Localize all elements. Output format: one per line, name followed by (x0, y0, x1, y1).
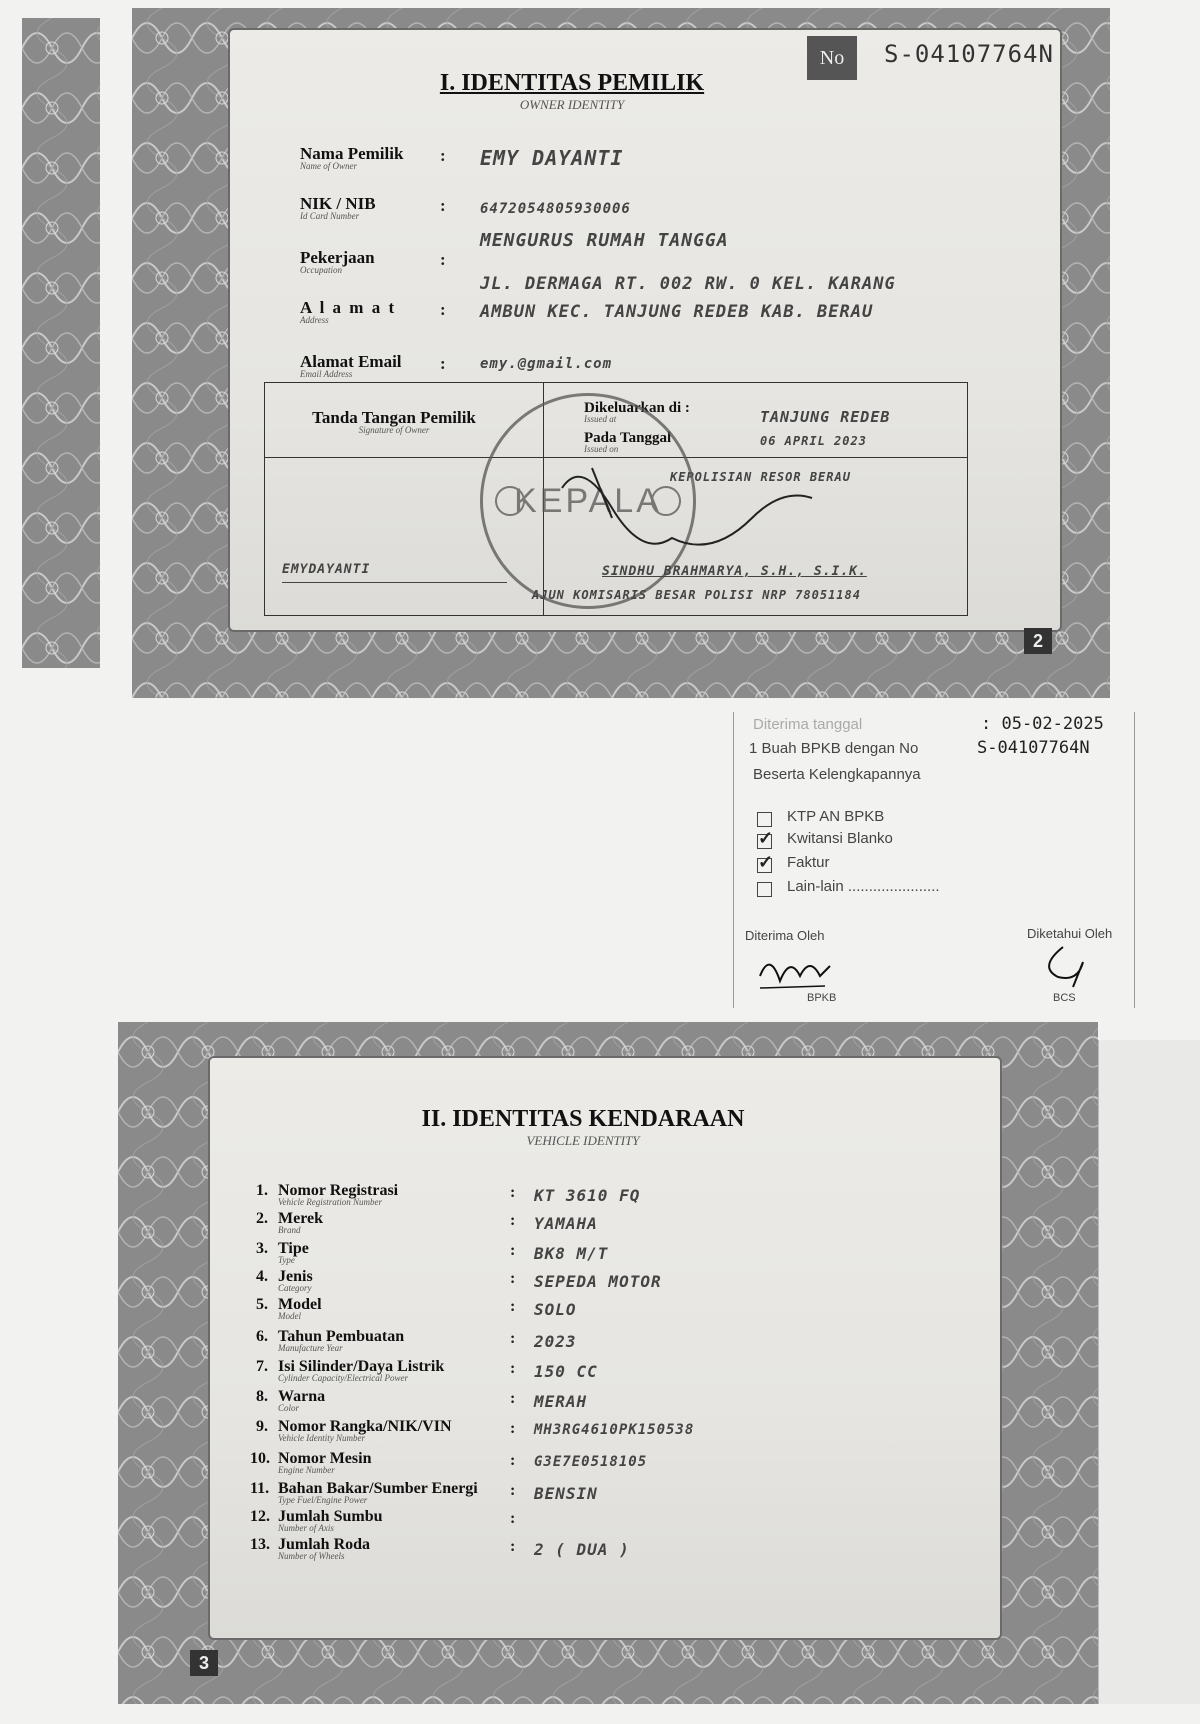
issued-on-value: 06 APRIL 2023 (760, 434, 867, 448)
vehicle-field-number: 10. (250, 1450, 270, 1467)
vehicle-field-row (118, 1296, 1098, 1324)
colon: : (440, 196, 446, 215)
vehicle-field-label: Warna Color (278, 1388, 326, 1413)
checkbox-lain-lain-label: Lain-lain ...................... (787, 878, 940, 895)
colon: : (440, 250, 446, 269)
colon: : (510, 1212, 516, 1229)
vehicle-field-row (118, 1328, 1098, 1356)
vehicle-field-value: 2 ( DUA ) (534, 1540, 630, 1559)
vehicle-field-row (118, 1358, 1098, 1386)
colon: : (510, 1298, 516, 1315)
vehicle-field-value: 2023 (534, 1332, 577, 1351)
address-label: A l a m a t Address (300, 298, 397, 325)
vehicle-field-row (118, 1450, 1098, 1478)
checkbox-kwitansi[interactable] (757, 834, 772, 849)
vehicle-field-number: 11. (250, 1480, 270, 1497)
vehicle-field-row (118, 1268, 1098, 1296)
vehicle-field-row (118, 1240, 1098, 1268)
vehicle-field-label: Merek Brand (278, 1210, 324, 1235)
vehicle-field-value: SOLO (534, 1300, 577, 1319)
vehicle-field-row (118, 1508, 1098, 1536)
colon: : (510, 1242, 516, 1259)
vehicle-field-value: G3E7E0518105 (534, 1454, 648, 1470)
right-page-strip (1098, 1040, 1200, 1704)
colon: : (510, 1270, 516, 1287)
received-by-signature (755, 946, 835, 996)
vehicle-field-label: Nomor Registrasi Vehicle Registration Number (278, 1182, 399, 1207)
vehicle-field-row (118, 1418, 1098, 1446)
vehicle-field-label: Tipe Type (278, 1240, 309, 1265)
checkbox-kwitansi-label: Kwitansi Blanko (787, 830, 893, 847)
vehicle-field-label: Nomor Mesin Engine Number (278, 1450, 372, 1475)
owner-signature-line (282, 582, 507, 583)
vehicle-field-value: MERAH (534, 1392, 588, 1411)
vehicle-field-label: Jenis Category (278, 1268, 313, 1293)
colon: : (510, 1420, 516, 1437)
vehicle-field-label: Nomor Rangka/NIK/VIN Vehicle Identity Number (278, 1418, 452, 1443)
document-number: S-04107764N (884, 40, 1054, 68)
vehicle-field-label: Isi Silinder/Daya Listrik Cylinder Capacity/Electrical Power (278, 1358, 445, 1383)
vehicle-field-number: 12. (250, 1508, 270, 1525)
page-number: 2 (1024, 628, 1052, 654)
address-value-line1: JL. DERMAGA RT. 002 RW. 0 KEL. KARANG (480, 274, 896, 294)
page-number: 3 (190, 1650, 218, 1676)
receipt-note (733, 712, 1133, 1012)
vehicle-field-value: MH3RG4610PK150538 (534, 1422, 695, 1438)
document-number-label: No (807, 36, 857, 80)
section-title-text: I. IDENTITAS PEMILIK (439, 70, 705, 96)
section-title (422, 70, 722, 113)
vehicle-field-label: Model Model (278, 1296, 322, 1321)
vehicle-field-number: 7. (256, 1358, 268, 1375)
vehicle-field-value: BENSIN (534, 1484, 598, 1503)
official-rank: AJUN KOMISARIS BESAR POLISI NRP 78051184 (532, 588, 861, 602)
occupation-label: Pekerjaan Occupation (300, 248, 375, 275)
vehicle-field-number: 13. (250, 1536, 270, 1553)
nik-value: 6472054805930006 (480, 201, 631, 217)
colon: : (510, 1330, 516, 1347)
vehicle-identity-page (118, 1022, 1098, 1704)
checkbox-ktp[interactable] (757, 812, 772, 827)
known-by-role: BCS (1053, 992, 1076, 1004)
colon: : (510, 1452, 516, 1469)
owner-signature-label: Tanda Tangan Pemilik Signature of Owner (312, 408, 476, 435)
owner-name-label: Nama Pemilik Name of Owner (300, 144, 404, 171)
official-name: SINDHU BRAHMARYA, S.H., S.I.K. (602, 564, 867, 579)
vehicle-field-row (118, 1388, 1098, 1416)
vehicle-field-row (118, 1182, 1098, 1210)
vehicle-field-value: BK8 M/T (534, 1244, 609, 1263)
checkbox-lain-lain[interactable] (757, 882, 772, 897)
colon: : (510, 1184, 516, 1201)
section-subtitle: VEHICLE IDENTITY (526, 1133, 640, 1148)
checkbox-ktp-label: KTP AN BPKB (787, 808, 885, 825)
vehicle-field-number: 2. (256, 1210, 268, 1227)
vehicle-field-row (118, 1480, 1098, 1508)
left-page-strip (22, 18, 100, 668)
known-by-signature (1033, 942, 1103, 992)
vehicle-field-label: Tahun Pembuatan Manufacture Year (278, 1328, 405, 1353)
owner-identity-page (132, 8, 1110, 698)
known-by-label: Diketahui Oleh (1027, 926, 1113, 941)
colon: : (440, 146, 446, 165)
received-date-value: : 05-02-2025 (981, 714, 1104, 734)
vehicle-field-label: Jumlah Roda Number of Wheels (278, 1536, 371, 1561)
vehicle-field-number: 6. (256, 1328, 268, 1345)
vehicle-field-number: 1. (256, 1182, 268, 1199)
owner-name-value: EMY DAYANTI (480, 146, 624, 170)
vehicle-field-value: 150 CC (534, 1362, 598, 1381)
vehicle-field-value: SEPEDA MOTOR (534, 1272, 662, 1291)
colon: : (510, 1538, 516, 1555)
official-signature (552, 448, 872, 568)
section-title-text: II. IDENTITAS KENDARAAN (421, 1106, 745, 1132)
checkbox-faktur-label: Faktur (787, 854, 830, 871)
address-value-line2: AMBUN KEC. TANJUNG REDEB KAB. BERAU (480, 302, 874, 322)
occupation-value: MENGURUS RUMAH TANGGA (480, 230, 729, 251)
vehicle-field-value: YAMAHA (534, 1214, 598, 1233)
email-value: emy.@gmail.com (480, 356, 613, 372)
colon: : (440, 300, 446, 319)
vehicle-field-row (118, 1536, 1098, 1564)
vehicle-field-value: KT 3610 FQ (534, 1186, 641, 1205)
email-label: Alamat Email Email Address (300, 352, 402, 379)
received-by-role: BPKB (807, 992, 837, 1004)
section-subtitle: OWNER IDENTITY (519, 97, 625, 112)
colon: : (510, 1360, 516, 1377)
vehicle-field-label: Bahan Bakar/Sumber Energi Type Fuel/Engine Power (278, 1480, 478, 1505)
authority-name: KEPOLISIAN RESOR BERAU (670, 470, 851, 484)
vehicle-field-number: 4. (256, 1268, 268, 1285)
issued-at-value: TANJUNG REDEB (760, 408, 891, 426)
vehicle-field-number: 3. (256, 1240, 268, 1257)
received-by-label: Diterima Oleh (745, 928, 825, 943)
issued-on-label: Pada Tanggal Issued on (584, 430, 672, 454)
bpkb-number-value: S-04107764N (977, 738, 1090, 758)
stamp-text: KEPALA (514, 482, 662, 520)
issued-at-label: Dikeluarkan di : Issued at (584, 400, 690, 424)
vehicle-field-number: 9. (256, 1418, 268, 1435)
bpkb-number-label: 1 Buah BPKB dengan No (749, 740, 919, 757)
nik-label: NIK / NIB Id Card Number (300, 194, 376, 221)
vehicle-field-row (118, 1210, 1098, 1238)
received-date-label: Diterima tanggal (753, 716, 863, 733)
vehicle-field-number: 5. (256, 1296, 268, 1313)
colon: : (510, 1390, 516, 1407)
owner-signature-name: EMYDAYANTI (282, 562, 371, 577)
checkbox-faktur[interactable] (757, 858, 772, 873)
colon: : (440, 354, 446, 373)
completeness-label: Beserta Kelengkapannya (753, 766, 921, 783)
colon: : (510, 1482, 516, 1499)
vehicle-field-number: 8. (256, 1388, 268, 1405)
vehicle-field-label: Jumlah Sumbu Number of Axis (278, 1508, 383, 1533)
stamp-emblem-icon (495, 486, 525, 516)
section-title (398, 1106, 768, 1149)
colon: : (510, 1510, 516, 1527)
